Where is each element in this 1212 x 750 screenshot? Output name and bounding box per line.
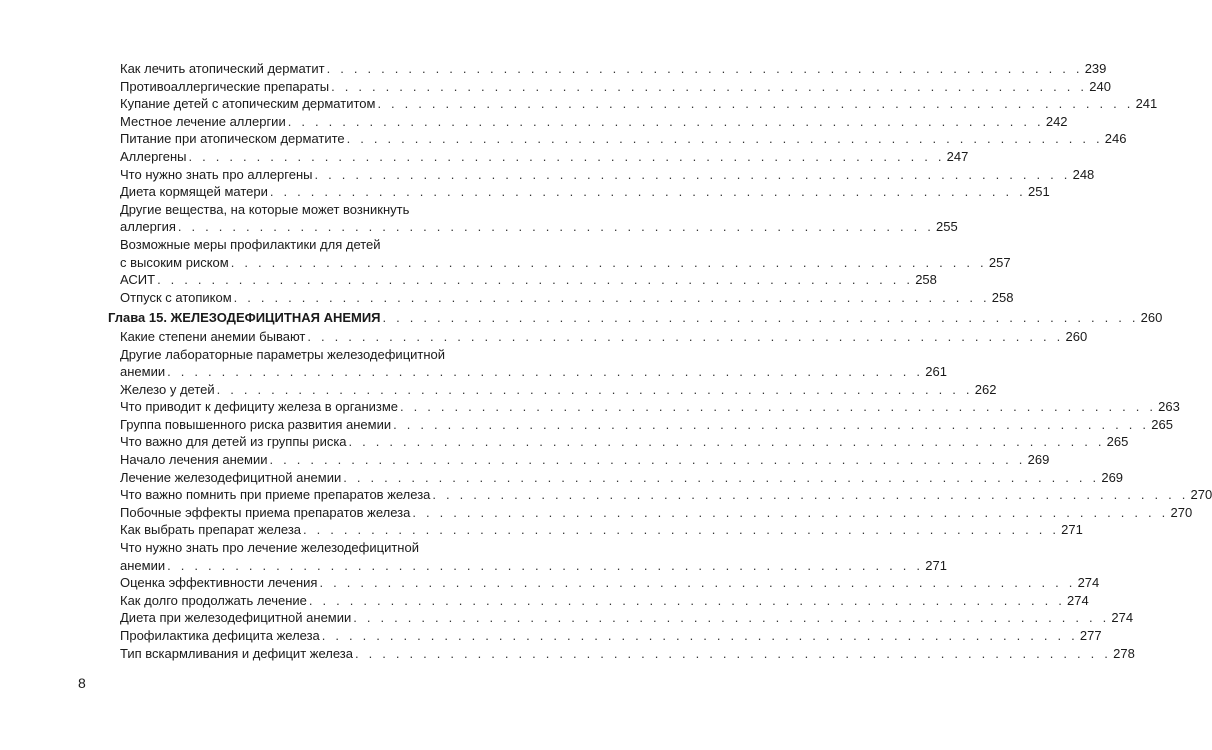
toc-entry-title: анемии (120, 364, 166, 380)
toc-entry[interactable] (120, 183, 1050, 201)
dot-leader: . . . . . . . . . . . . . . . . . . . . . . . . . . . . . . . . . . . . . . . . . . . . . . . . . . . . . . . . (216, 381, 973, 397)
toc-entry-page: 274 (1067, 592, 1089, 608)
toc-entry-title: Как выбрать препарат железа (120, 522, 302, 538)
toc-entry-page: 270 (1190, 487, 1212, 503)
toc-entry-title: Как лечить атопический дерматит (120, 61, 325, 76)
toc-entry-page: 240 (1089, 78, 1111, 94)
toc-entry-title: Оценка эффективности лечения (120, 575, 318, 591)
toc-entry-title: Купание детей с атопическим дерматитом (120, 96, 376, 112)
toc-entry-page: 258 (991, 289, 1014, 305)
toc-entry-page: 265 (1151, 416, 1173, 432)
toc-entry-title: Начало лечения анемии (120, 452, 268, 468)
toc-entry-title: Лечение железодефицитной анемии (120, 469, 342, 485)
toc-entry-page: 260 (1140, 310, 1163, 326)
toc-entry-page: 257 (988, 254, 1011, 270)
toc-entry-title-line: Что нужно знать про лечение железодефицитной (120, 540, 419, 556)
toc-entry[interactable] (120, 166, 1095, 184)
toc-entry[interactable] (120, 469, 1124, 487)
dot-leader: . . . . . . . . . . . . . . . . . . . . . . . . . . . . . . . . . . . . . . . . . . . . . . . . . . . . . . . . (167, 364, 924, 380)
toc-entry-title: Противоаллергические препараты (120, 78, 330, 94)
toc-entry-page: 277 (1079, 628, 1102, 643)
toc-chapter[interactable] (108, 309, 1163, 327)
dot-leader: . . . . . . . . . . . . . . . . . . . . . . . . . . . . . . . . . . . . . . . . . . . . . . . . . . . . . . . . (188, 148, 945, 164)
toc-entry-page: 269 (1027, 452, 1050, 468)
toc-entry[interactable] (120, 78, 1111, 96)
toc-entry-title: Тип вскармливания и дефицит железа (120, 645, 353, 661)
toc-entry-title: Местное лечение аллергии (120, 113, 286, 129)
toc-entry-page: 251 (1027, 184, 1050, 200)
toc-entry-title: Что важно помнить при приеме препаратов железа (120, 487, 431, 503)
toc-entry[interactable] (120, 574, 1100, 592)
toc-entry-title: Что нужно знать про аллергены (120, 166, 313, 182)
toc-entry-page: 248 (1072, 166, 1095, 182)
toc-entry-title: Глава 15. ЖЕЛЕЗОДЕФИЦИТНАЯ АНЕМИЯ (108, 310, 381, 326)
toc-entry[interactable] (120, 627, 1102, 645)
toc-entry[interactable] (120, 381, 997, 399)
toc-entry-page: 241 (1135, 96, 1158, 112)
dot-leader: . . . . . . . . . . . . . . . . . . . . . . . . . . . . . . . . . . . . . . . . . . . . . . . . . . . . . . . . (353, 610, 1110, 626)
toc-entry-title: Как долго продолжать лечение (120, 592, 307, 608)
toc-entry-title-line: Другие вещества, на которые может возникнуть (120, 201, 410, 217)
toc-entry[interactable] (120, 398, 1180, 416)
toc-entry-page: 269 (1101, 469, 1124, 485)
toc-entry[interactable] (120, 486, 1212, 504)
dot-leader: . . . . . . . . . . . . . . . . . . . . . . . . . . . . . . . . . . . . . . . . . . . . . . . . . . . . . . . . (400, 399, 1157, 415)
toc-entry-page: 260 (1065, 328, 1088, 344)
toc-entry[interactable] (120, 557, 947, 575)
dot-leader: . . . . . . . . . . . . . . . . . . . . . . . . . . . . . . . . . . . . . . . . . . . . . . . . . . . . . . . . (269, 184, 1026, 200)
toc-entry[interactable] (120, 416, 1173, 434)
dot-leader: . . . . . . . . . . . . . . . . . . . . . . . . . . . . . . . . . . . . . . . . . . . . . . . . . . . . . . . . (346, 131, 1103, 147)
dot-leader: . . . . . . . . . . . . . . . . . . . . . . . . . . . . . . . . . . . . . . . . . . . . . . . . . . . . . . . . (393, 416, 1150, 432)
dot-leader: . . . . . . . . . . . . . . . . . . . . . . . . . . . . . . . . . . . . . . . . . . . . . . . . . . . . . . . . (382, 310, 1139, 326)
toc-entry-page: 261 (925, 364, 947, 380)
toc-entry-title: Группа повышенного риска развития анемии (120, 416, 392, 432)
toc-entry-page: 255 (936, 219, 958, 235)
toc-entry-page: 263 (1158, 399, 1180, 415)
toc-entry-title: Что важно для детей из группы риска (120, 434, 347, 450)
toc-entry-page: 271 (1061, 522, 1083, 538)
dot-leader: . . . . . . . . . . . . . . . . . . . . . . . . . . . . . . . . . . . . . . . . . . . . . . . . . . . . . . . . (233, 289, 990, 305)
toc-entry-page: 270 (1170, 504, 1193, 520)
toc-entry[interactable] (120, 521, 1083, 539)
dot-leader: . . . . . . . . . . . . . . . . . . . . . . . . . . . . . . . . . . . . . . . . . . . . . . . . . . . . . . . . (314, 166, 1071, 182)
toc-entry-title: Побочные эффекты приема препаратов железа (120, 504, 411, 520)
toc-entry[interactable] (120, 592, 1089, 610)
toc-entry-title: Аллергены (120, 148, 187, 164)
dot-leader: . . . . . . . . . . . . . . . . . . . . . . . . . . . . . . . . . . . . . . . . . . . . . . . . . . . . . . . . (230, 254, 987, 270)
toc-entry-page: 246 (1104, 131, 1127, 147)
dot-leader: . . . . . . . . . . . . . . . . . . . . . . . . . . . . . . . . . . . . . . . . . . . . . . . . . . . . . . . . (331, 78, 1088, 94)
dot-leader: . . . . . . . . . . . . . . . . . . . . . . . . . . . . . . . . . . . . . . . . . . . . . . . . . . . . . . . . (177, 219, 935, 235)
table-of-contents (0, 60, 1212, 662)
toc-entry-title: аллергия (120, 219, 176, 235)
toc-entry[interactable] (120, 271, 937, 289)
toc-entry[interactable] (120, 328, 1088, 346)
toc-entry-title: Диета кормящей матери (120, 184, 268, 200)
toc-entry-title: АСИТ (120, 272, 156, 288)
toc-entry-title: Железо у детей (120, 381, 215, 397)
dot-leader: . . . . . . . . . . . . . . . . . . . . . . . . . . . . . . . . . . . . . . . . . . . . . . . . . . . . . . . . (307, 328, 1064, 344)
toc-entry-page: 274 (1077, 575, 1100, 591)
toc-entry[interactable] (120, 113, 1068, 131)
dot-leader: . . . . . . . . . . . . . . . . . . . . . . . . . . . . . . . . . . . . . . . . . . . . . . . . . . . . . . . . (308, 592, 1066, 608)
dot-leader: . . . . . . . . . . . . . . . . . . . . . . . . . . . . . . . . . . . . . . . . . . . . . . . . . . . . . . . . (326, 61, 1083, 76)
toc-entry-page: 239 (1084, 61, 1107, 76)
dot-leader: . . . . . . . . . . . . . . . . . . . . . . . . . . . . . . . . . . . . . . . . . . . . . . . . . . . . . . . . (377, 96, 1134, 112)
dot-leader: . . . . . . . . . . . . . . . . . . . . . . . . . . . . . . . . . . . . . . . . . . . . . . . . . . . . . . . . (343, 469, 1100, 485)
toc-entry-title: Что приводит к дефициту железа в организме (120, 399, 399, 415)
toc-entry[interactable] (120, 609, 1134, 627)
toc-entry-title-line: Другие лабораторные параметры железодефицитной (120, 346, 446, 362)
dot-leader: . . . . . . . . . . . . . . . . . . . . . . . . . . . . . . . . . . . . . . . . . . . . . . . . . . . . . . . . (348, 434, 1105, 450)
dot-leader: . . . . . . . . . . . . . . . . . . . . . . . . . . . . . . . . . . . . . . . . . . . . . . . . . . . . . . . . (432, 487, 1189, 503)
page-number: 8 (78, 675, 86, 691)
toc-entry-title: Диета при железодефицитной анемии (120, 610, 352, 626)
dot-leader: . . . . . . . . . . . . . . . . . . . . . . . . . . . . . . . . . . . . . . . . . . . . . . . . . . . . . . . . (157, 272, 914, 288)
toc-entry[interactable] (120, 363, 947, 381)
toc-entry-page: 278 (1113, 645, 1135, 661)
toc-entry-page: 242 (1045, 113, 1068, 129)
toc-entry[interactable] (120, 433, 1129, 451)
toc-entry-page: 262 (974, 381, 997, 397)
toc-entry[interactable] (120, 504, 1193, 522)
toc-entry-page: 258 (915, 272, 937, 288)
toc-entry-title-line: Возможные меры профилактики для детей (120, 236, 381, 252)
dot-leader: . . . . . . . . . . . . . . . . . . . . . . . . . . . . . . . . . . . . . . . . . . . . . . . . . . . . . . . . (354, 645, 1112, 661)
toc-entry[interactable] (120, 148, 969, 166)
toc-entry-title: Питание при атопическом дерматите (120, 131, 345, 147)
toc-entry-page: 274 (1111, 610, 1134, 626)
toc-entry-page: 265 (1106, 434, 1129, 450)
toc-entry[interactable] (120, 130, 1127, 148)
toc-entry-title: с высоким риском (120, 254, 229, 270)
toc-entry-page: 247 (946, 148, 969, 164)
dot-leader: . . . . . . . . . . . . . . . . . . . . . . . . . . . . . . . . . . . . . . . . . . . . . . . . . . . . . . . . (321, 628, 1078, 643)
dot-leader: . . . . . . . . . . . . . . . . . . . . . . . . . . . . . . . . . . . . . . . . . . . . . . . . . . . . . . . . (412, 504, 1169, 520)
toc-entry-title: анемии (120, 557, 166, 573)
dot-leader: . . . . . . . . . . . . . . . . . . . . . . . . . . . . . . . . . . . . . . . . . . . . . . . . . . . . . . . . (319, 575, 1076, 591)
toc-entry[interactable] (120, 451, 1050, 469)
dot-leader: . . . . . . . . . . . . . . . . . . . . . . . . . . . . . . . . . . . . . . . . . . . . . . . . . . . . . . . . (167, 557, 924, 573)
toc-entry[interactable] (120, 254, 1011, 272)
dot-leader: . . . . . . . . . . . . . . . . . . . . . . . . . . . . . . . . . . . . . . . . . . . . . . . . . . . . . . . . (269, 452, 1026, 468)
toc-entry-title: Профилактика дефицита железа (120, 628, 320, 643)
dot-leader: . . . . . . . . . . . . . . . . . . . . . . . . . . . . . . . . . . . . . . . . . . . . . . . . . . . . . . . . (303, 522, 1060, 538)
toc-entry-page: 271 (925, 557, 947, 573)
dot-leader: . . . . . . . . . . . . . . . . . . . . . . . . . . . . . . . . . . . . . . . . . . . . . . . . . . . . . . . . (287, 113, 1044, 129)
toc-entry-title: Отпуск с атопиком (120, 289, 232, 305)
toc-entry[interactable] (120, 95, 1158, 113)
toc-entry[interactable] (120, 289, 1014, 307)
toc-entry[interactable] (120, 645, 1135, 663)
toc-entry[interactable] (120, 218, 958, 236)
toc-entry-title: Какие степени анемии бывают (120, 328, 306, 344)
toc-entry[interactable] (120, 60, 1107, 78)
